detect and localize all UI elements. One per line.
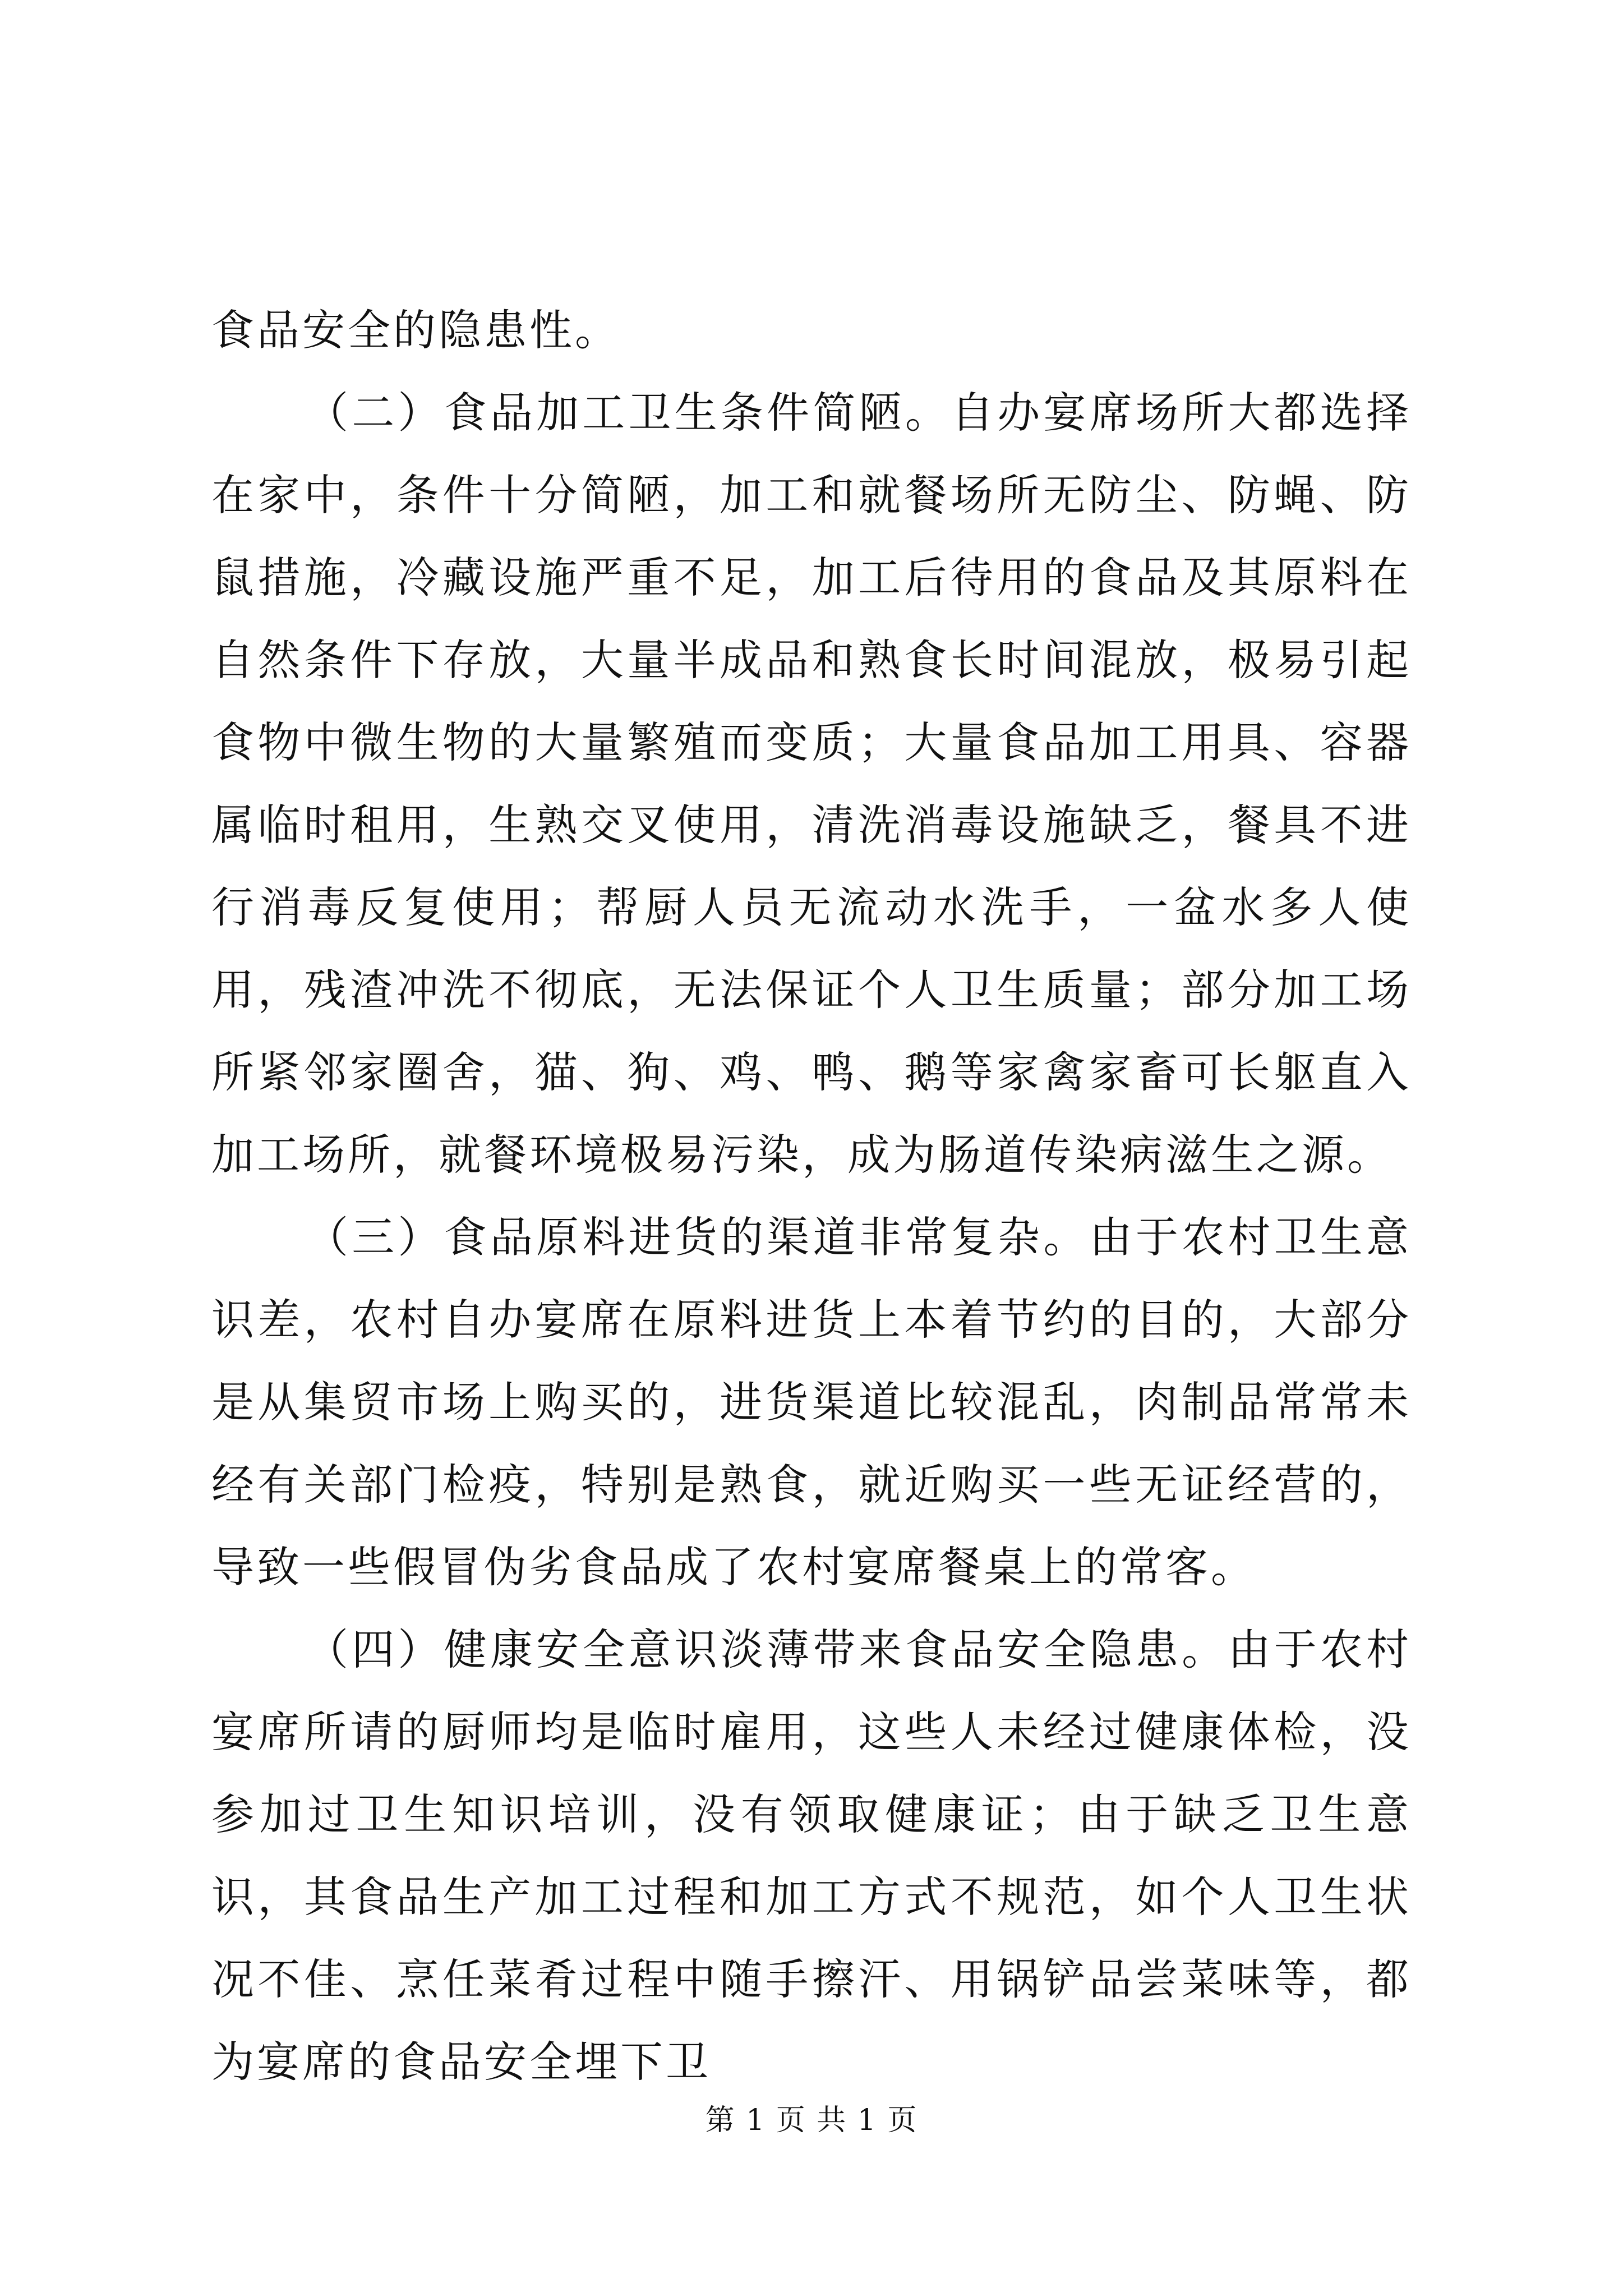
continuation-line: 食品安全的隐患性。 (211, 305, 620, 355)
paragraph-4-health-awareness: （四）健康安全意识淡薄带来食品安全隐患。由于农村宴席所请的厨师均是临时雇用，这些人未经过健康体检，没参加过卫生知识培训，没有领取健康证；由于缺乏卫生意识，其食品生产加工过程和加工方式不规范，如个人卫生状况不佳、烹任菜肴过程中随手擦汗、用锅铲品尝菜味等，都为宴席的食品安全埋下卫 (211, 1625, 1412, 2087)
document-body (211, 289, 1412, 2103)
page-footer: 第 1 页 共 1 页 (705, 2104, 918, 2137)
paragraph-3-ingredient-sourcing: （三）食品原料进货的渠道非常复杂。由于农村卫生意识差，农村自办宴席在原料进货上本着节约的目的，大部分是从集贸市场上购买的，进货渠道比较混乱，肉制品常常未经有关部门检疫，特别是熟食，就近购买一些无证经营的，导致一些假冒伪劣食品成了农村宴席餐桌上的常客。 (211, 1212, 1412, 1592)
paragraph-2-food-processing: （二）食品加工卫生条件简陋。自办宴席场所大都选择在家中，条件十分简陋，加工和就餐场所无防尘、防蝇、防鼠措施，冷藏设施严重不足，加工后待用的食品及其原料在自然条件下存放，大量半成品和熟食长时间混放，极易引起食物中微生物的大量繁殖而变质；大量食品加工用具、容器属临时租用，生熟交叉使用，清洗消毒设施缺乏，餐具不进行消毒反复使用；帮厨人员无流动水洗手，一盆水多人使用，残渣冲洗不彻底，无法保证个人卫生质量；部分加工场所紧邻家圈舍，猫、狗、鸡、鸭、鹅等家禽家畜可长躯直入加工场所，就餐环境极易污染，成为肠道传染病滋生之源。 (211, 388, 1412, 1180)
